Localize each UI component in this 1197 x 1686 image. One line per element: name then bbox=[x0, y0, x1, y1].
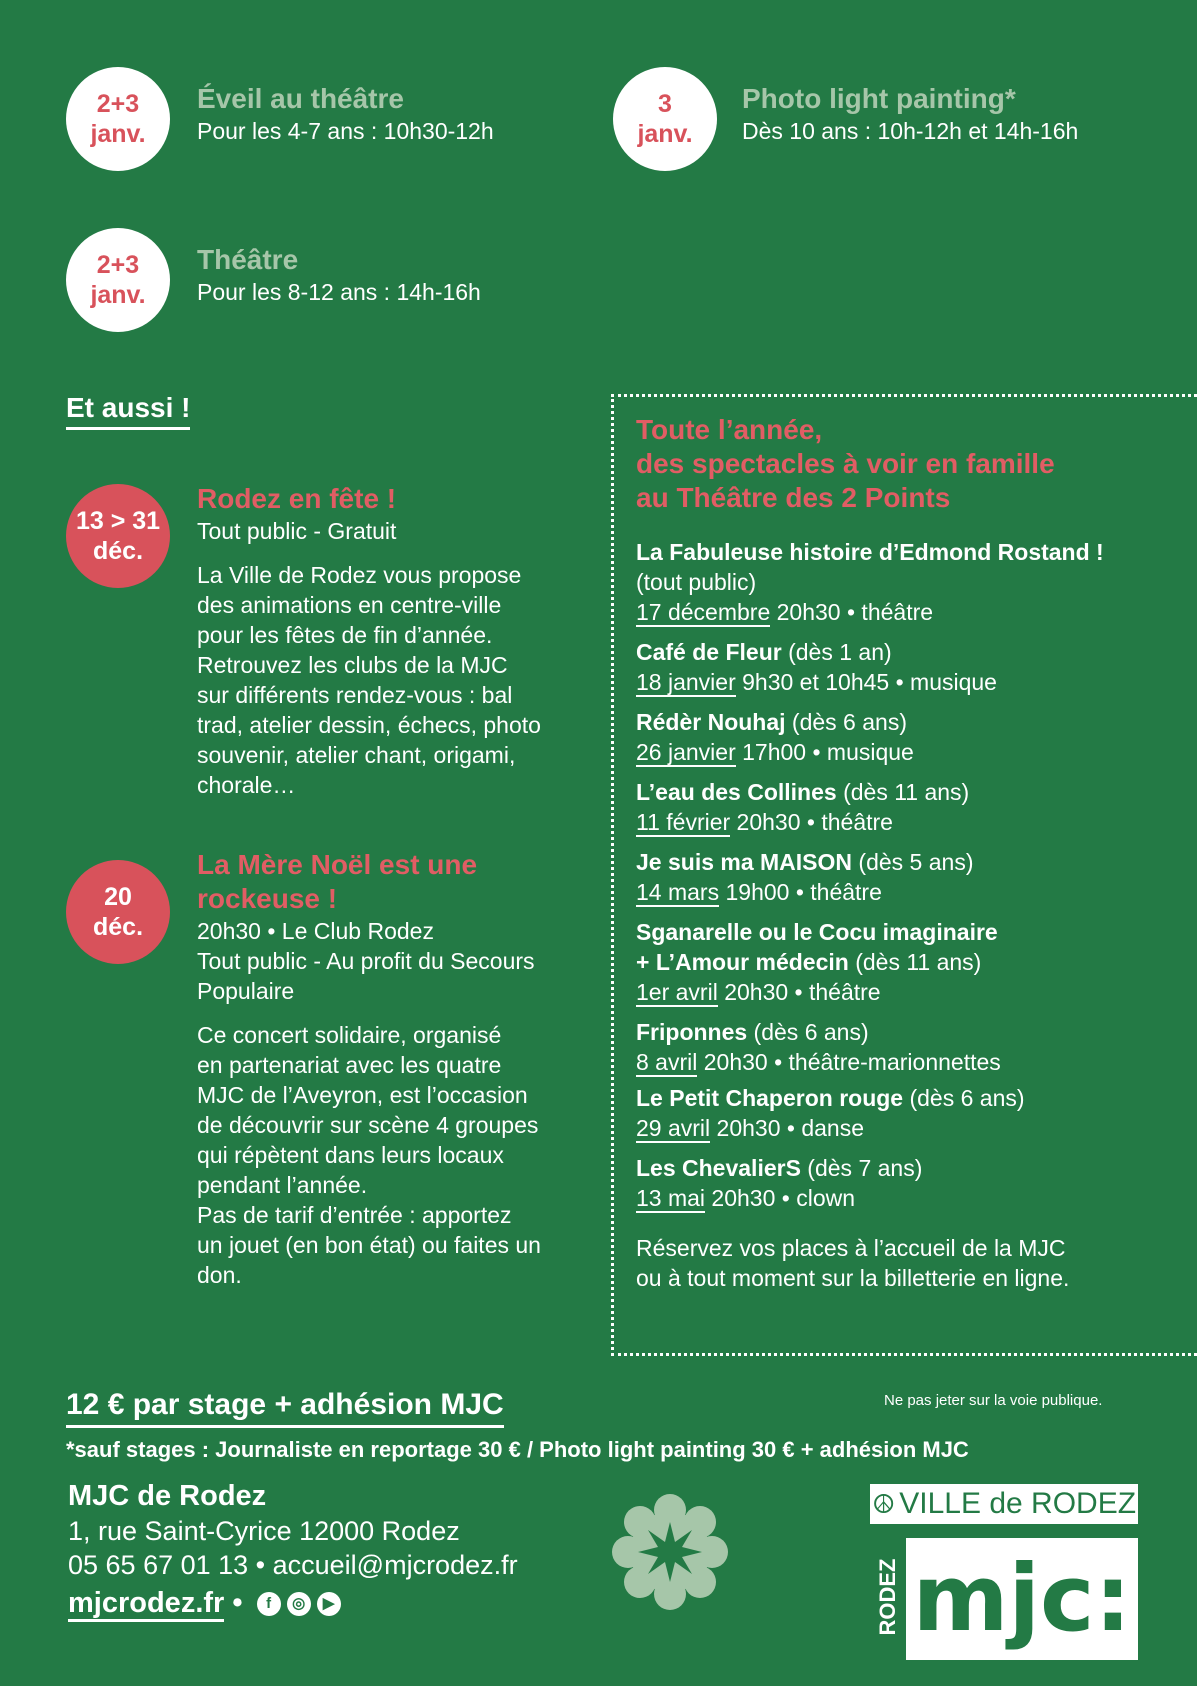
reservation-note bbox=[636, 1233, 1181, 1293]
date-month: janv. bbox=[90, 120, 146, 148]
show-name: Sganarelle ou le Cocu imaginaire bbox=[636, 919, 998, 945]
show-info: 20h30 • clown bbox=[705, 1185, 856, 1211]
event-info: Tout public - Gratuit bbox=[197, 518, 397, 544]
stage-theatre bbox=[197, 243, 481, 307]
date-month: janv. bbox=[637, 120, 693, 148]
legal-note: Ne pas jeter sur la voie publique. bbox=[884, 1392, 1103, 1409]
desc-line: de découvrir sur scène 4 groupes bbox=[197, 1112, 539, 1138]
desc-line: Retrouvez les clubs de la MJC bbox=[197, 652, 508, 678]
show-date: 13 mai bbox=[636, 1185, 706, 1211]
desc-line: souvenir, atelier chant, origami, bbox=[197, 742, 516, 768]
show-item bbox=[636, 707, 1181, 767]
show-info: 20h30 • théâtre bbox=[730, 809, 893, 835]
stage-photo bbox=[742, 82, 1078, 146]
show-age: (dès 6 ans) bbox=[785, 709, 907, 735]
org-name: MJC de Rodez bbox=[68, 1480, 267, 1512]
event-rodez-en-fete bbox=[197, 482, 597, 800]
desc-line: MJC de l’Aveyron, est l’occasion bbox=[197, 1082, 528, 1108]
show-item bbox=[636, 637, 1181, 697]
show-item bbox=[636, 777, 1181, 837]
rodez-band bbox=[870, 1538, 906, 1660]
show-age: (dès 6 ans) bbox=[747, 1019, 869, 1045]
desc-line: don. bbox=[197, 1262, 242, 1288]
date-day: 2+3 bbox=[96, 251, 140, 279]
show-name: Café de Fleur bbox=[636, 639, 782, 665]
show-name: Le Petit Chaperon rouge bbox=[636, 1085, 904, 1111]
desc-line: trad, atelier dessin, échecs, photo bbox=[197, 712, 541, 738]
date-month: déc. bbox=[92, 913, 144, 941]
desc-line: Pas de tarif d’entrée : apportez bbox=[197, 1202, 512, 1228]
show-name: Friponnes bbox=[636, 1019, 748, 1045]
show-item bbox=[636, 1017, 1181, 1077]
show-date: 26 janvier bbox=[636, 739, 736, 765]
date-day: 3 bbox=[658, 90, 672, 118]
website-line bbox=[68, 1584, 518, 1622]
show-age: (dès 11 ans) bbox=[848, 949, 982, 975]
show-date: 18 janvier bbox=[636, 669, 736, 695]
phone-email: 05 65 67 01 13 • accueil@mjcrodez.fr bbox=[68, 1550, 518, 1580]
desc-line: qui répètent dans leurs locaux bbox=[197, 1142, 504, 1168]
show-date: 29 avril bbox=[636, 1115, 711, 1141]
show-info: 20h30 • théâtre bbox=[717, 979, 881, 1005]
event-info bbox=[197, 916, 597, 1006]
contact-block bbox=[68, 1478, 518, 1622]
facebook-icon[interactable]: f bbox=[257, 1592, 281, 1616]
rodez-vertical-text: RODEZ bbox=[875, 1558, 900, 1636]
address: 1, rue Saint-Cyrice 12000 Rodez bbox=[68, 1516, 460, 1546]
desc-line: sur différents rendez-vous : bal bbox=[197, 682, 513, 708]
event-title bbox=[197, 848, 597, 916]
price-banner: 12 € par stage + adhésion MJC bbox=[66, 1387, 504, 1428]
show-info: 9h30 et 10h45 • musique bbox=[735, 669, 997, 695]
show-item bbox=[636, 847, 1181, 907]
show-date: 8 avril bbox=[636, 1049, 698, 1075]
heading-line: au Théâtre des 2 Points bbox=[636, 482, 951, 513]
desc-line: des animations en centre-ville bbox=[197, 592, 502, 618]
date-day: 13 > 31 bbox=[75, 507, 161, 535]
date-badge bbox=[66, 484, 170, 588]
exception-note: *sauf stages : Journaliste en reportage 30 € / Photo light painting 30 € + adhésion MJC bbox=[66, 1437, 969, 1462]
desc-line: Ce concert solidaire, organisé bbox=[197, 1022, 502, 1048]
stage-eveil bbox=[197, 82, 494, 146]
mjc-text: mjc: bbox=[912, 1545, 1132, 1652]
date-day: 20 bbox=[104, 883, 132, 911]
show-date: 1er avril bbox=[636, 979, 718, 1005]
event-title: Rodez en fête ! bbox=[197, 483, 397, 514]
show-age: (dès 1 an) bbox=[781, 639, 892, 665]
event-description bbox=[197, 1020, 597, 1290]
date-day: 2+3 bbox=[96, 90, 140, 118]
stage-title: Photo light painting* bbox=[742, 83, 1016, 114]
heading-line: Toute l’année, bbox=[636, 414, 823, 445]
show-name: Rédèr Nouhaj bbox=[636, 709, 786, 735]
show-age: (dès 11 ans) bbox=[836, 779, 970, 805]
show-info: 19h00 • théâtre bbox=[719, 879, 882, 905]
show-name: La Fabuleuse histoire d’Edmond Rostand ! bbox=[636, 539, 1104, 565]
show-name: Les ChevalierS bbox=[636, 1155, 801, 1181]
event-mere-noel bbox=[197, 848, 597, 1290]
desc-line: un jouet (en bon état) ou faites un bbox=[197, 1232, 541, 1258]
theatre-program bbox=[636, 413, 1181, 1293]
separator: • bbox=[224, 1587, 243, 1619]
show-item bbox=[636, 1153, 1181, 1213]
show-name: L’eau des Collines bbox=[636, 779, 837, 805]
reserve-line: Réservez vos places à l’accueil de la MJC bbox=[636, 1235, 1066, 1261]
stage-title: Théâtre bbox=[197, 244, 299, 275]
show-age: (dès 6 ans) bbox=[903, 1085, 1025, 1111]
show-item bbox=[636, 917, 1181, 1007]
heading-line: des spectacles à voir en famille bbox=[636, 448, 1055, 479]
ville-rodez-logo bbox=[870, 1484, 1138, 1524]
stage-info: Pour les 8-12 ans : 14h-16h bbox=[197, 279, 481, 305]
info-line: Populaire bbox=[197, 978, 295, 1004]
show-name: Je suis ma MAISON bbox=[636, 849, 853, 875]
show-date: 17 décembre bbox=[636, 599, 771, 625]
stage-info: Pour les 4-7 ans : 10h30-12h bbox=[197, 118, 494, 144]
show-item bbox=[636, 1083, 1181, 1143]
desc-line: pour les fêtes de fin d’année. bbox=[197, 622, 493, 648]
show-age: (dès 7 ans) bbox=[800, 1155, 923, 1181]
title-line: La Mère Noël est une bbox=[197, 849, 478, 880]
theatre-heading bbox=[636, 413, 1181, 515]
show-info: 20h30 • danse bbox=[710, 1115, 865, 1141]
youtube-icon[interactable]: ▶ bbox=[317, 1592, 341, 1616]
show-item bbox=[636, 537, 1181, 627]
website-link[interactable]: mjcrodez.fr bbox=[68, 1587, 224, 1622]
date-month: déc. bbox=[92, 537, 144, 565]
show-age: (dès 5 ans) bbox=[852, 849, 974, 875]
show-date: 11 février bbox=[636, 809, 731, 835]
show-date: 14 mars bbox=[636, 879, 720, 905]
desc-line: La Ville de Rodez vous propose bbox=[197, 562, 522, 588]
desc-line: chorale… bbox=[197, 772, 296, 798]
stage-title: Éveil au théâtre bbox=[197, 83, 404, 114]
show-info: 17h00 • musique bbox=[735, 739, 914, 765]
info-line: Tout public - Au profit du Secours bbox=[197, 948, 535, 974]
date-badge bbox=[613, 67, 717, 171]
date-badge bbox=[66, 228, 170, 332]
show-info: 20h30 • théâtre bbox=[770, 599, 934, 625]
show-audience: (tout public) bbox=[636, 569, 757, 595]
date-badge bbox=[66, 860, 170, 964]
instagram-icon[interactable]: ◎ bbox=[287, 1592, 311, 1616]
info-line: 20h30 • Le Club Rodez bbox=[197, 918, 434, 944]
show-info: 20h30 • théâtre-marionnettes bbox=[697, 1049, 1001, 1075]
desc-line: en partenariat avec les quatre bbox=[197, 1052, 502, 1078]
title-line: rockeuse ! bbox=[197, 883, 338, 914]
reserve-line: ou à tout moment sur la billetterie en ligne. bbox=[636, 1265, 1070, 1291]
event-description bbox=[197, 560, 597, 800]
stage-info: Dès 10 ans : 10h-12h et 14h-16h bbox=[742, 118, 1079, 144]
date-badge bbox=[66, 67, 170, 171]
desc-line: pendant l’année. bbox=[197, 1172, 368, 1198]
date-month: janv. bbox=[90, 281, 146, 309]
show-name: + L’Amour médecin bbox=[636, 949, 849, 975]
mjc-logo bbox=[870, 1538, 1138, 1660]
ville-text: VILLE de RODEZ bbox=[899, 1487, 1137, 1520]
flower-logo-icon bbox=[610, 1492, 730, 1612]
section-heading: Et aussi ! bbox=[66, 391, 190, 430]
peace-icon: ☮ bbox=[871, 1489, 896, 1519]
